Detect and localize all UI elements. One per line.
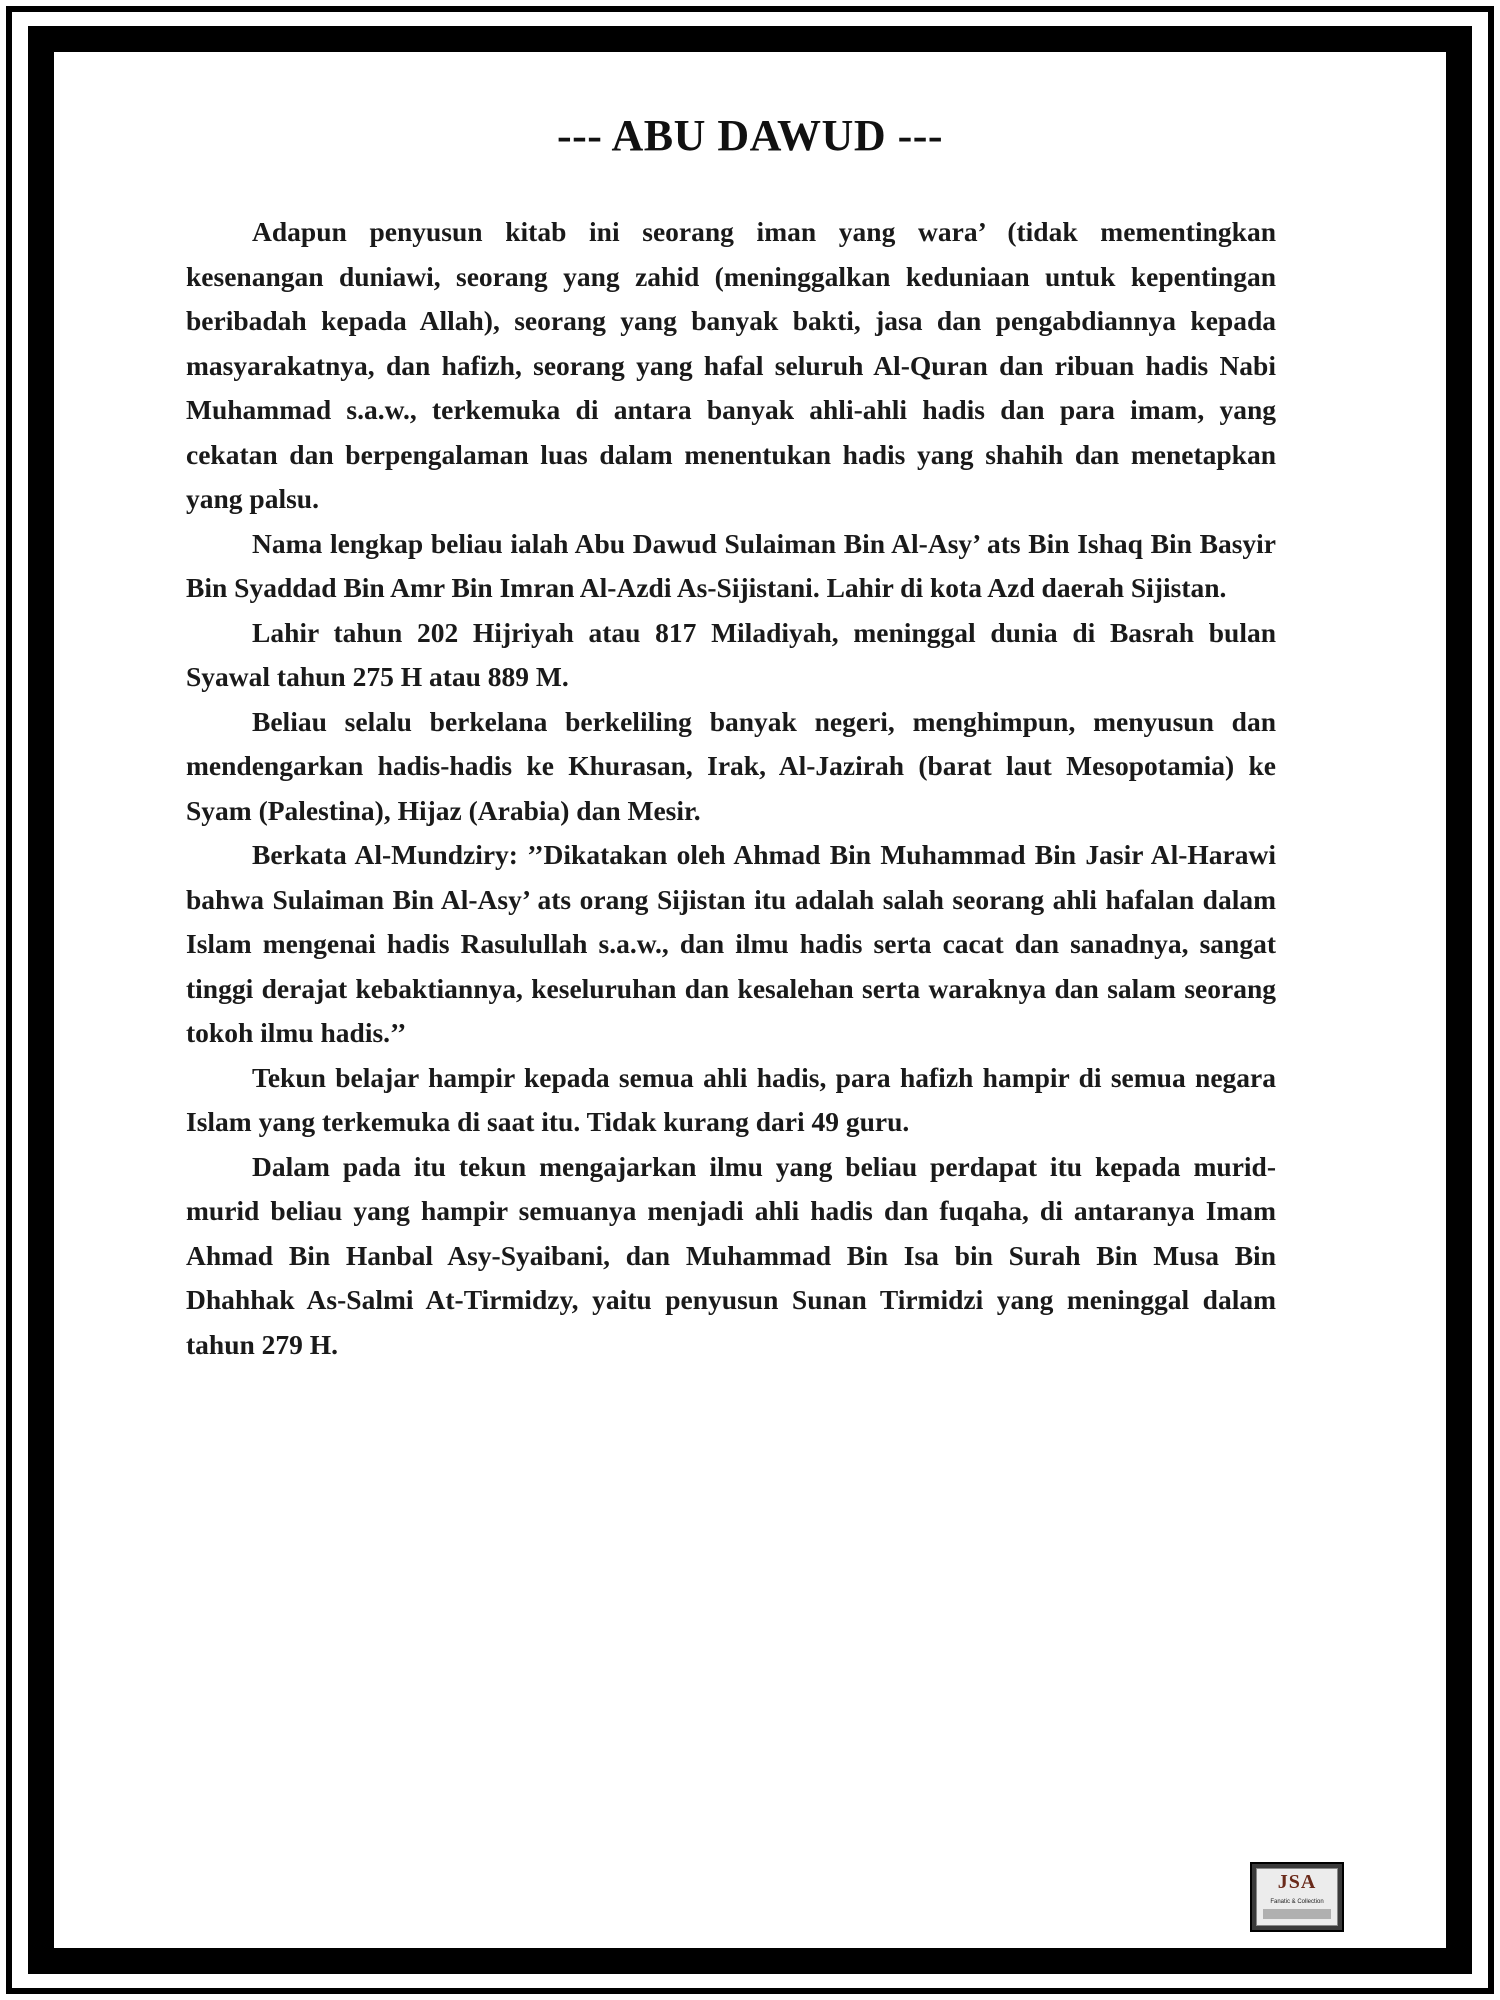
page-title: --- ABU DAWUD ---: [556, 111, 944, 160]
jsa-logo-panel: [1256, 1868, 1338, 1926]
jsa-logo: [1250, 1862, 1344, 1932]
jsa-logo-subtitle: Fanatic & Collection: [1270, 1899, 1324, 1905]
jsa-logo-text: JSA: [1277, 1871, 1317, 1893]
paragraph-7: Dalam pada itu tekun mengajarkan ilmu yang beliau perdapat itu kepada murid-murid beliau yang hampir semuanya menjadi ahli hadis dan fuqaha, di antaranya Imam Ahmad Bin Hanbal Asy-Syaibani, dan Muhammad Bin Isa bin Surah Bin Musa Bin Dhahhak As-Salmi At-Tirmidzy, yaitu penyusun Sunan Tirmidzi yang meninggal dalam tahun 279 H.: [186, 1150, 1276, 1360]
paragraph-5: Berkata Al-Mundziry: ’’Dikatakan oleh Ahmad Bin Muhammad Bin Jasir Al-Harawi bahwa Sulaiman Bin Al-Asy’ ats orang Sijistan itu adalah salah seorang ahli hafalan dalam Islam mengenai hadis Rasulullah s.a.w., dan ilmu hadis serta cacat dan sanadnya, sangat tinggi derajat kebaktiannya, keseluruhan dan kesalehan serta waraknya dan salam seorang tokoh ilmu hadis.’’: [186, 839, 1276, 1048]
paragraph-4: Beliau selalu berkelana berkeliling banyak negeri, menghimpun, menyusun dan mendengarkan hadis-hadis ke Khurasan, Irak, Al-Jazirah (barat laut Mesopotamia) ke Syam (Palestina), Hijaz (Arabia) dan Mesir.: [186, 705, 1276, 826]
jsa-logo-bar: [1263, 1909, 1331, 1919]
paragraph-6: Tekun belajar hampir kepada semua ahli hadis, para hafizh hampir di semua negara Islam yang terkemuka di saat itu. Tidak kurang dari 49 guru.: [186, 1061, 1276, 1137]
document-body: [186, 210, 1276, 1367]
paragraph-3: Lahir tahun 202 Hijriyah atau 817 Miladiyah, meninggal dunia di Basrah bulan Syawal tahun 275 H atau 889 M.: [186, 616, 1276, 692]
paragraph-1: Adapun penyusun kitab ini seorang iman yang wara’ (tidak mementingkan kesenangan duniawi, seorang yang zahid (meninggalkan keduniaan untuk kepentingan beribadah kepada Allah), seorang yang banyak bakti, jasa dan pengabdiannya kepada masyarakatnya, dan hafizh, seorang yang hafal seluruh Al-Quran dan ribuan hadis Nabi Muhammad s.a.w., terkemuka di antara banyak ahli-ahli hadis dan para imam, yang cekatan dan berpengalaman luas dalam menentukan hadis yang shahih dan menetapkan yang palsu.: [186, 216, 1276, 514]
paragraph-2: Nama lengkap beliau ialah Abu Dawud Sulaiman Bin Al-Asy’ ats Bin Ishaq Bin Basyir Bin Syaddad Bin Amr Bin Imran Al-Azdi As-Sijistani. Lahir di kota Azd daerah Sijistan.: [186, 527, 1276, 603]
